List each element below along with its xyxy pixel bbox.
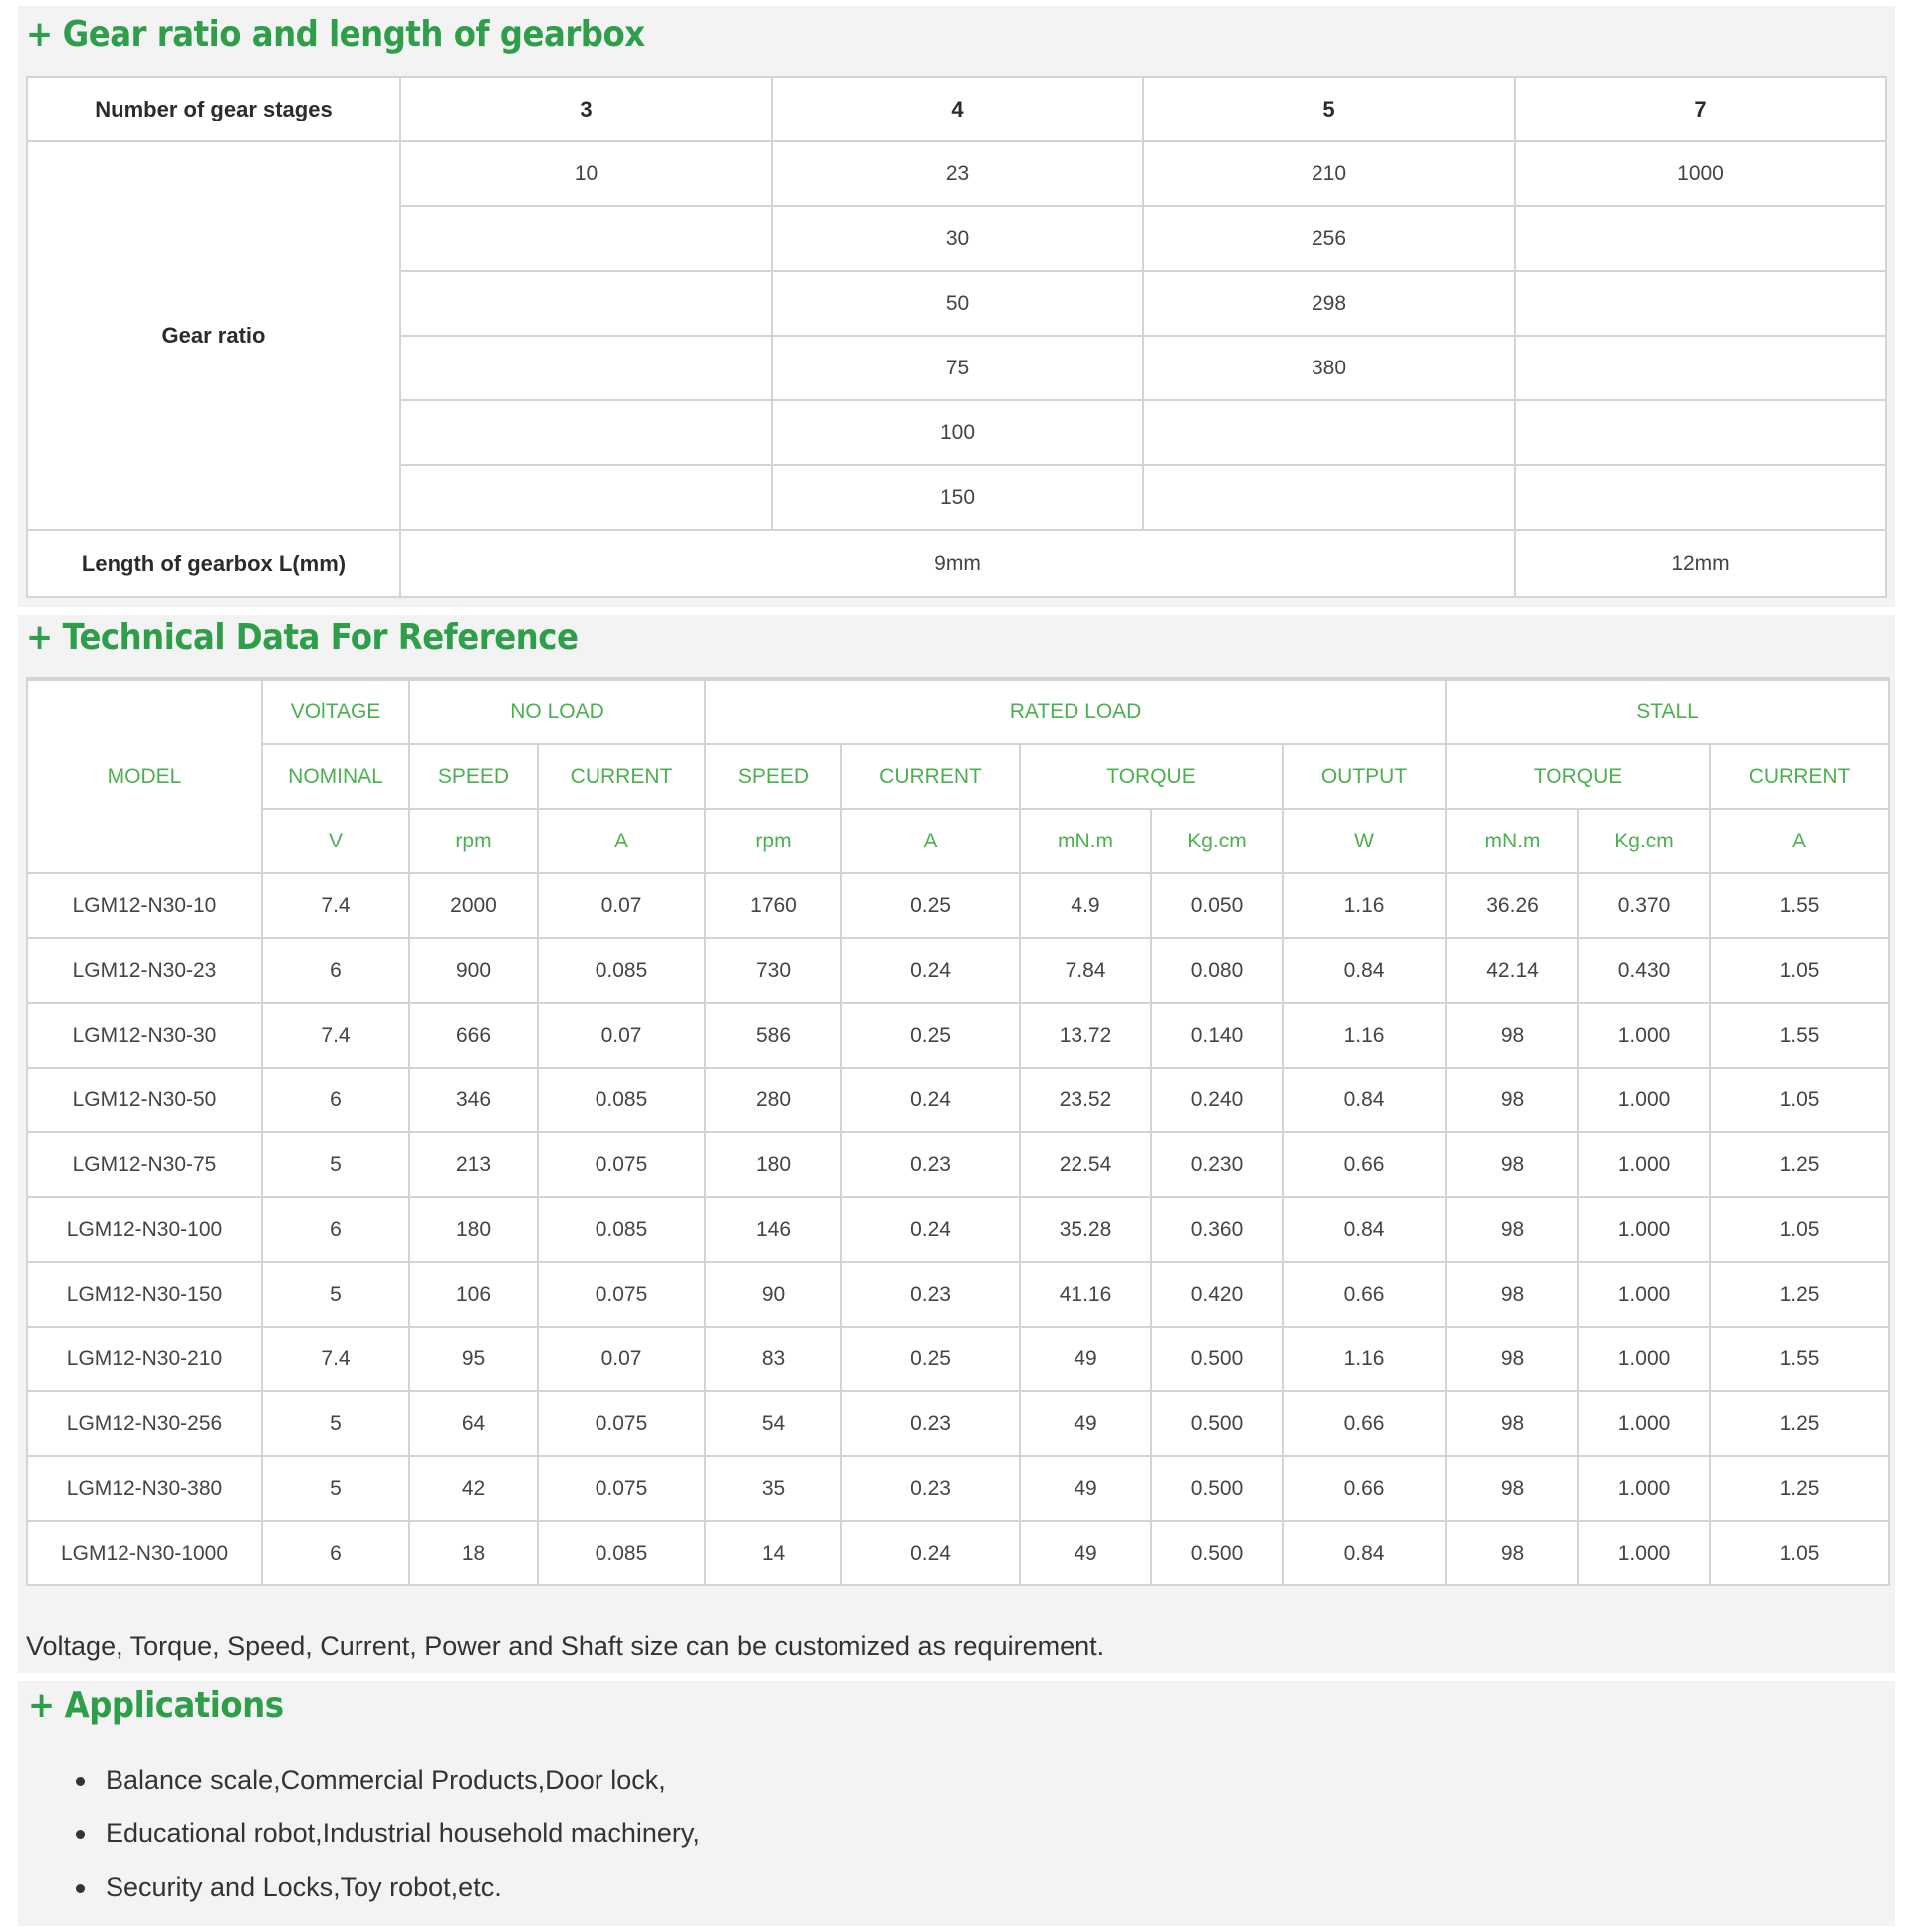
data-cell: 0.050 — [1151, 873, 1283, 938]
data-cell: 0.23 — [841, 1391, 1020, 1456]
gear-ratio-cell — [1515, 465, 1886, 530]
data-cell: 49 — [1020, 1521, 1151, 1585]
data-cell: 0.23 — [841, 1456, 1020, 1521]
data-cell: 1.05 — [1710, 1068, 1889, 1132]
data-cell: 730 — [705, 938, 841, 1003]
data-cell: 1.000 — [1578, 1262, 1710, 1327]
stall-current-header: CURRENT — [1710, 744, 1889, 809]
data-cell: 0.500 — [1151, 1391, 1283, 1456]
data-cell: 1.55 — [1710, 1327, 1889, 1391]
table-row — [27, 809, 1889, 873]
customization-note: Voltage, Torque, Speed, Current, Power and Shaft size can be customized as requirement. — [26, 1631, 1105, 1661]
rated-current-header: CURRENT — [841, 744, 1020, 809]
data-cell: 1.05 — [1710, 1521, 1889, 1585]
data-cell: 0.66 — [1283, 1132, 1446, 1197]
gear-ratio-label: Gear ratio — [27, 141, 400, 530]
data-cell: 35 — [705, 1456, 841, 1521]
data-cell: 0.085 — [538, 1521, 705, 1585]
gear-ratio-cell — [400, 400, 772, 465]
no-load-speed-header: SPEED — [409, 744, 538, 809]
data-cell: 23.52 — [1020, 1068, 1151, 1132]
plus-icon: + — [26, 617, 53, 658]
model-cell: LGM12-N30-50 — [27, 1068, 262, 1132]
data-cell: 1.000 — [1578, 1068, 1710, 1132]
gear-ratio-cell — [1515, 271, 1886, 336]
data-cell: 0.075 — [538, 1132, 705, 1197]
data-cell: 95 — [409, 1327, 538, 1391]
data-cell: 0.24 — [841, 938, 1020, 1003]
model-cell: LGM12-N30-75 — [27, 1132, 262, 1197]
nominal-header: NOMINAL — [262, 744, 409, 809]
data-cell: 14 — [705, 1521, 841, 1585]
length-value: 12mm — [1515, 530, 1886, 597]
data-cell: 0.500 — [1151, 1521, 1283, 1585]
data-cell: 0.085 — [538, 1197, 705, 1262]
rated-torque-header: TORQUE — [1020, 744, 1283, 809]
data-cell: 54 — [705, 1391, 841, 1456]
technical-data-table — [26, 677, 1890, 1586]
model-cell: LGM12-N30-210 — [27, 1327, 262, 1391]
data-cell: 1.55 — [1710, 1003, 1889, 1068]
data-cell: 586 — [705, 1003, 841, 1068]
gear-ratio-cell: 298 — [1143, 271, 1515, 336]
data-cell: 1.000 — [1578, 1003, 1710, 1068]
rated-load-header: RATED LOAD — [705, 679, 1446, 744]
unit-header: Kg.cm — [1578, 809, 1710, 873]
data-cell: 0.84 — [1283, 1197, 1446, 1262]
data-cell: 0.66 — [1283, 1391, 1446, 1456]
data-cell: 106 — [409, 1262, 538, 1327]
table-row — [27, 1262, 1889, 1327]
data-cell: 1.16 — [1283, 1327, 1446, 1391]
data-cell: 0.66 — [1283, 1456, 1446, 1521]
data-cell: 98 — [1446, 1068, 1578, 1132]
model-cell: LGM12-N30-10 — [27, 873, 262, 938]
gear-ratio-cell: 256 — [1143, 206, 1515, 271]
data-cell: 6 — [262, 1068, 409, 1132]
applications-section — [18, 1681, 1895, 1926]
data-cell: 180 — [705, 1132, 841, 1197]
length-value: 9mm — [400, 530, 1515, 597]
bullet-icon — [76, 1777, 85, 1786]
model-header: MODEL — [27, 679, 262, 873]
data-cell: 0.23 — [841, 1262, 1020, 1327]
output-header: OUTPUT — [1283, 744, 1446, 809]
table-row — [27, 530, 1886, 597]
no-load-current-header: CURRENT — [538, 744, 705, 809]
data-cell: 64 — [409, 1391, 538, 1456]
data-cell: 4.9 — [1020, 873, 1151, 938]
data-cell: 0.075 — [538, 1391, 705, 1456]
data-cell: 0.430 — [1578, 938, 1710, 1003]
data-cell: 98 — [1446, 1197, 1578, 1262]
unit-header: rpm — [409, 809, 538, 873]
data-cell: 5 — [262, 1132, 409, 1197]
gear-ratio-cell: 100 — [772, 400, 1143, 465]
data-cell: 0.360 — [1151, 1197, 1283, 1262]
table-row — [27, 873, 1889, 938]
bullet-icon — [76, 1830, 85, 1839]
data-cell: 0.07 — [538, 873, 705, 938]
data-cell: 83 — [705, 1327, 841, 1391]
voltage-header: VOlTAGE — [262, 679, 409, 744]
data-cell: 0.140 — [1151, 1003, 1283, 1068]
data-cell: 146 — [705, 1197, 841, 1262]
table-row — [27, 1003, 1889, 1068]
application-text: Educational robot,Industrial household machinery, — [106, 1818, 700, 1848]
data-cell: 0.075 — [538, 1262, 705, 1327]
tech-section-title: Technical Data For Reference — [62, 617, 579, 658]
data-cell: 1.16 — [1283, 873, 1446, 938]
table-row — [27, 1068, 1889, 1132]
unit-header: mN.m — [1446, 809, 1578, 873]
table-row — [27, 1456, 1889, 1521]
data-cell: 98 — [1446, 1327, 1578, 1391]
gear-ratio-cell — [1515, 336, 1886, 400]
bullet-icon — [76, 1884, 85, 1893]
gear-ratio-cell: 380 — [1143, 336, 1515, 400]
gear-section-title: Gear ratio and length of gearbox — [62, 14, 645, 55]
data-cell: 98 — [1446, 1132, 1578, 1197]
data-cell: 49 — [1020, 1391, 1151, 1456]
data-cell: 98 — [1446, 1003, 1578, 1068]
data-cell: 1.000 — [1578, 1456, 1710, 1521]
plus-icon: + — [28, 1685, 55, 1726]
stage-header: 3 — [400, 77, 772, 141]
gear-ratio-section — [18, 6, 1895, 607]
data-cell: 1.000 — [1578, 1521, 1710, 1585]
table-row — [27, 77, 1886, 141]
stall-torque-header: TORQUE — [1446, 744, 1710, 809]
data-cell: 1.25 — [1710, 1262, 1889, 1327]
data-cell: 35.28 — [1020, 1197, 1151, 1262]
data-cell: 7.84 — [1020, 938, 1151, 1003]
data-cell: 1.25 — [1710, 1456, 1889, 1521]
data-cell: 0.500 — [1151, 1456, 1283, 1521]
data-cell: 0.66 — [1283, 1262, 1446, 1327]
tech-section-heading — [26, 617, 578, 658]
data-cell: 5 — [262, 1391, 409, 1456]
data-cell: 0.84 — [1283, 938, 1446, 1003]
applications-title: Applications — [64, 1685, 284, 1726]
gear-ratio-cell: 50 — [772, 271, 1143, 336]
table-row — [27, 1327, 1889, 1391]
data-cell: 1.000 — [1578, 1197, 1710, 1262]
data-cell: 180 — [409, 1197, 538, 1262]
gear-ratio-cell: 1000 — [1515, 141, 1886, 206]
gear-ratio-cell: 75 — [772, 336, 1143, 400]
length-label: Length of gearbox L(mm) — [27, 530, 400, 597]
data-cell: 1.000 — [1578, 1132, 1710, 1197]
table-row — [27, 938, 1889, 1003]
data-cell: 5 — [262, 1456, 409, 1521]
data-cell: 1.000 — [1578, 1391, 1710, 1456]
applications-list — [76, 1753, 700, 1914]
rated-speed-header: SPEED — [705, 744, 841, 809]
model-cell: LGM12-N30-1000 — [27, 1521, 262, 1585]
stage-header: 7 — [1515, 77, 1886, 141]
unit-header: V — [262, 809, 409, 873]
data-cell: 1.25 — [1710, 1391, 1889, 1456]
gear-ratio-cell — [1143, 465, 1515, 530]
data-cell: 98 — [1446, 1521, 1578, 1585]
data-cell: 0.25 — [841, 1003, 1020, 1068]
data-cell: 49 — [1020, 1456, 1151, 1521]
data-cell: 98 — [1446, 1456, 1578, 1521]
gear-ratio-cell — [1143, 400, 1515, 465]
unit-header: Kg.cm — [1151, 809, 1283, 873]
data-cell: 1.05 — [1710, 938, 1889, 1003]
data-cell: 0.085 — [538, 938, 705, 1003]
data-cell: 0.24 — [841, 1197, 1020, 1262]
data-cell: 0.25 — [841, 873, 1020, 938]
stage-header: 4 — [772, 77, 1143, 141]
data-cell: 0.240 — [1151, 1068, 1283, 1132]
gear-ratio-cell — [400, 206, 772, 271]
data-cell: 0.24 — [841, 1521, 1020, 1585]
data-cell: 1760 — [705, 873, 841, 938]
data-cell: 1.000 — [1578, 1327, 1710, 1391]
data-cell: 6 — [262, 1521, 409, 1585]
data-cell: 36.26 — [1446, 873, 1578, 938]
data-cell: 0.080 — [1151, 938, 1283, 1003]
data-cell: 13.72 — [1020, 1003, 1151, 1068]
data-cell: 90 — [705, 1262, 841, 1327]
unit-header: A — [538, 809, 705, 873]
unit-header: mN.m — [1020, 809, 1151, 873]
data-cell: 1.05 — [1710, 1197, 1889, 1262]
data-cell: 6 — [262, 938, 409, 1003]
gear-ratio-cell: 150 — [772, 465, 1143, 530]
list-item — [76, 1807, 700, 1860]
table-row — [27, 1521, 1889, 1585]
data-cell: 280 — [705, 1068, 841, 1132]
unit-header: rpm — [705, 809, 841, 873]
data-cell: 18 — [409, 1521, 538, 1585]
gear-ratio-cell: 23 — [772, 141, 1143, 206]
data-cell: 1.25 — [1710, 1132, 1889, 1197]
data-cell: 666 — [409, 1003, 538, 1068]
table-row — [27, 1132, 1889, 1197]
data-cell: 22.54 — [1020, 1132, 1151, 1197]
list-item — [76, 1753, 700, 1807]
gear-ratio-cell: 10 — [400, 141, 772, 206]
data-cell: 0.24 — [841, 1068, 1020, 1132]
no-load-header: NO LOAD — [409, 679, 705, 744]
gear-section-heading — [26, 14, 645, 55]
stage-header: 5 — [1143, 77, 1515, 141]
data-cell: 0.07 — [538, 1003, 705, 1068]
gear-ratio-table — [26, 76, 1887, 598]
stages-label: Number of gear stages — [27, 77, 400, 141]
gear-ratio-cell — [400, 465, 772, 530]
technical-data-section — [18, 615, 1895, 1673]
applications-heading — [28, 1685, 283, 1726]
data-cell: 900 — [409, 938, 538, 1003]
data-cell: 0.420 — [1151, 1262, 1283, 1327]
model-cell: LGM12-N30-100 — [27, 1197, 262, 1262]
data-cell: 98 — [1446, 1391, 1578, 1456]
data-cell: 49 — [1020, 1327, 1151, 1391]
data-cell: 5 — [262, 1262, 409, 1327]
data-cell: 346 — [409, 1068, 538, 1132]
gear-ratio-cell — [400, 271, 772, 336]
application-text: Balance scale,Commercial Products,Door lock, — [106, 1765, 666, 1795]
table-row — [27, 141, 1886, 206]
data-cell: 42.14 — [1446, 938, 1578, 1003]
table-row — [27, 1197, 1889, 1262]
data-cell: 0.25 — [841, 1327, 1020, 1391]
data-cell: 0.230 — [1151, 1132, 1283, 1197]
list-item — [76, 1860, 700, 1914]
data-cell: 0.84 — [1283, 1068, 1446, 1132]
data-cell: 0.23 — [841, 1132, 1020, 1197]
gear-ratio-cell — [1515, 400, 1886, 465]
model-cell: LGM12-N30-150 — [27, 1262, 262, 1327]
gear-ratio-cell: 210 — [1143, 141, 1515, 206]
data-cell: 41.16 — [1020, 1262, 1151, 1327]
stall-header: STALL — [1446, 679, 1889, 744]
data-cell: 0.84 — [1283, 1521, 1446, 1585]
data-cell: 0.07 — [538, 1327, 705, 1391]
table-row — [27, 744, 1889, 809]
data-cell: 7.4 — [262, 1327, 409, 1391]
data-cell: 7.4 — [262, 873, 409, 938]
model-cell: LGM12-N30-256 — [27, 1391, 262, 1456]
model-cell: LGM12-N30-380 — [27, 1456, 262, 1521]
unit-header: A — [1710, 809, 1889, 873]
data-cell: 0.500 — [1151, 1327, 1283, 1391]
application-text: Security and Locks,Toy robot,etc. — [106, 1872, 502, 1902]
data-cell: 7.4 — [262, 1003, 409, 1068]
data-cell: 0.085 — [538, 1068, 705, 1132]
data-cell: 0.370 — [1578, 873, 1710, 938]
table-row — [27, 679, 1889, 744]
data-cell: 1.16 — [1283, 1003, 1446, 1068]
model-cell: LGM12-N30-23 — [27, 938, 262, 1003]
unit-header: A — [841, 809, 1020, 873]
plus-icon: + — [26, 14, 53, 55]
gear-ratio-cell — [1515, 206, 1886, 271]
gear-ratio-cell: 30 — [772, 206, 1143, 271]
data-cell: 0.075 — [538, 1456, 705, 1521]
data-cell: 2000 — [409, 873, 538, 938]
model-cell: LGM12-N30-30 — [27, 1003, 262, 1068]
gear-ratio-cell — [400, 336, 772, 400]
data-cell: 42 — [409, 1456, 538, 1521]
unit-header: W — [1283, 809, 1446, 873]
table-row — [27, 1391, 1889, 1456]
data-cell: 6 — [262, 1197, 409, 1262]
data-cell: 1.55 — [1710, 873, 1889, 938]
data-cell: 98 — [1446, 1262, 1578, 1327]
data-cell: 213 — [409, 1132, 538, 1197]
